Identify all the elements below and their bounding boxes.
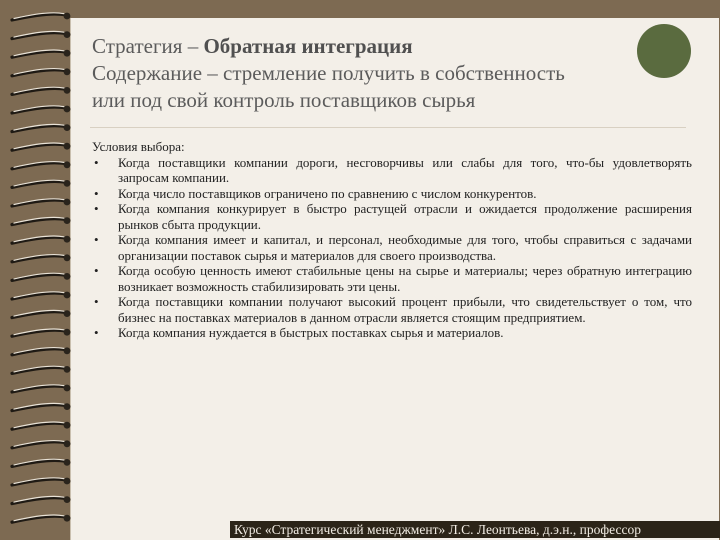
- title-divider: [90, 127, 686, 128]
- list-item: [92, 232, 692, 263]
- bullet-icon: •: [94, 263, 99, 278]
- bullet-icon: •: [94, 294, 99, 309]
- list-item-text: Когда компания нуждается в быстрых поставках сырья и материалов.: [118, 325, 504, 340]
- bullet-icon: •: [94, 325, 99, 340]
- list-item-text: Когда компания конкурирует в быстро растущей отрасли и ожидается продолжение расширения рынков сбыта продукции.: [118, 201, 692, 232]
- title-content-line-1: Содержание – стремление получить в собственность: [92, 61, 565, 85]
- bullet-icon: •: [94, 185, 99, 201]
- bullet-icon: •: [94, 154, 99, 170]
- slide-title: [92, 33, 632, 114]
- list-item: [92, 325, 692, 341]
- list-item: [92, 294, 692, 325]
- conditions-section: [92, 139, 692, 341]
- list-item: [92, 155, 692, 186]
- bullet-icon: •: [94, 201, 99, 216]
- list-item-text: Когда особую ценность имеют стабильные цены на сырье и материалы; через обратную интеграцию возникает возможность стабилизировать эти цены.: [118, 263, 692, 294]
- list-item-text: Когда поставщики компании получают высокий процент прибыли, что свидетельствует о том, что бизнес на поставках материалов в данном отрасли является стоящим предприятием.: [118, 294, 692, 325]
- title-content-line-2: или под свой контроль поставщиков сырья: [92, 88, 476, 112]
- list-item-text: Когда число поставщиков ограничено по сравнению с числом конкурентов.: [118, 185, 537, 201]
- list-item: [92, 186, 692, 202]
- title-prefix: Стратегия –: [92, 34, 204, 58]
- list-item-text: Когда поставщики компании дороги, несговорчивы или слабы для того, что-бы удовлетворять запросам компании.: [118, 154, 692, 185]
- bullet-icon: •: [94, 232, 99, 247]
- decorative-circle: [637, 24, 691, 78]
- footer-credit: Курс «Стратегический менеджмент» Л.С. Леонтьева, д.э.н., профессор: [230, 521, 720, 538]
- spiral-binding-icon: [0, 0, 80, 540]
- list-item: [92, 201, 692, 232]
- list-item-text: Когда компания имеет и капитал, и персонал, необходимые для того, чтобы справиться с задачами организации поставок сырья и материалов для своего производства.: [118, 232, 692, 263]
- title-strategy-line: [92, 33, 632, 60]
- list-item: [92, 263, 692, 294]
- title-bold: Обратная интеграция: [203, 34, 413, 58]
- conditions-heading: Условия выбора:: [92, 139, 185, 154]
- conditions-list: [92, 155, 692, 341]
